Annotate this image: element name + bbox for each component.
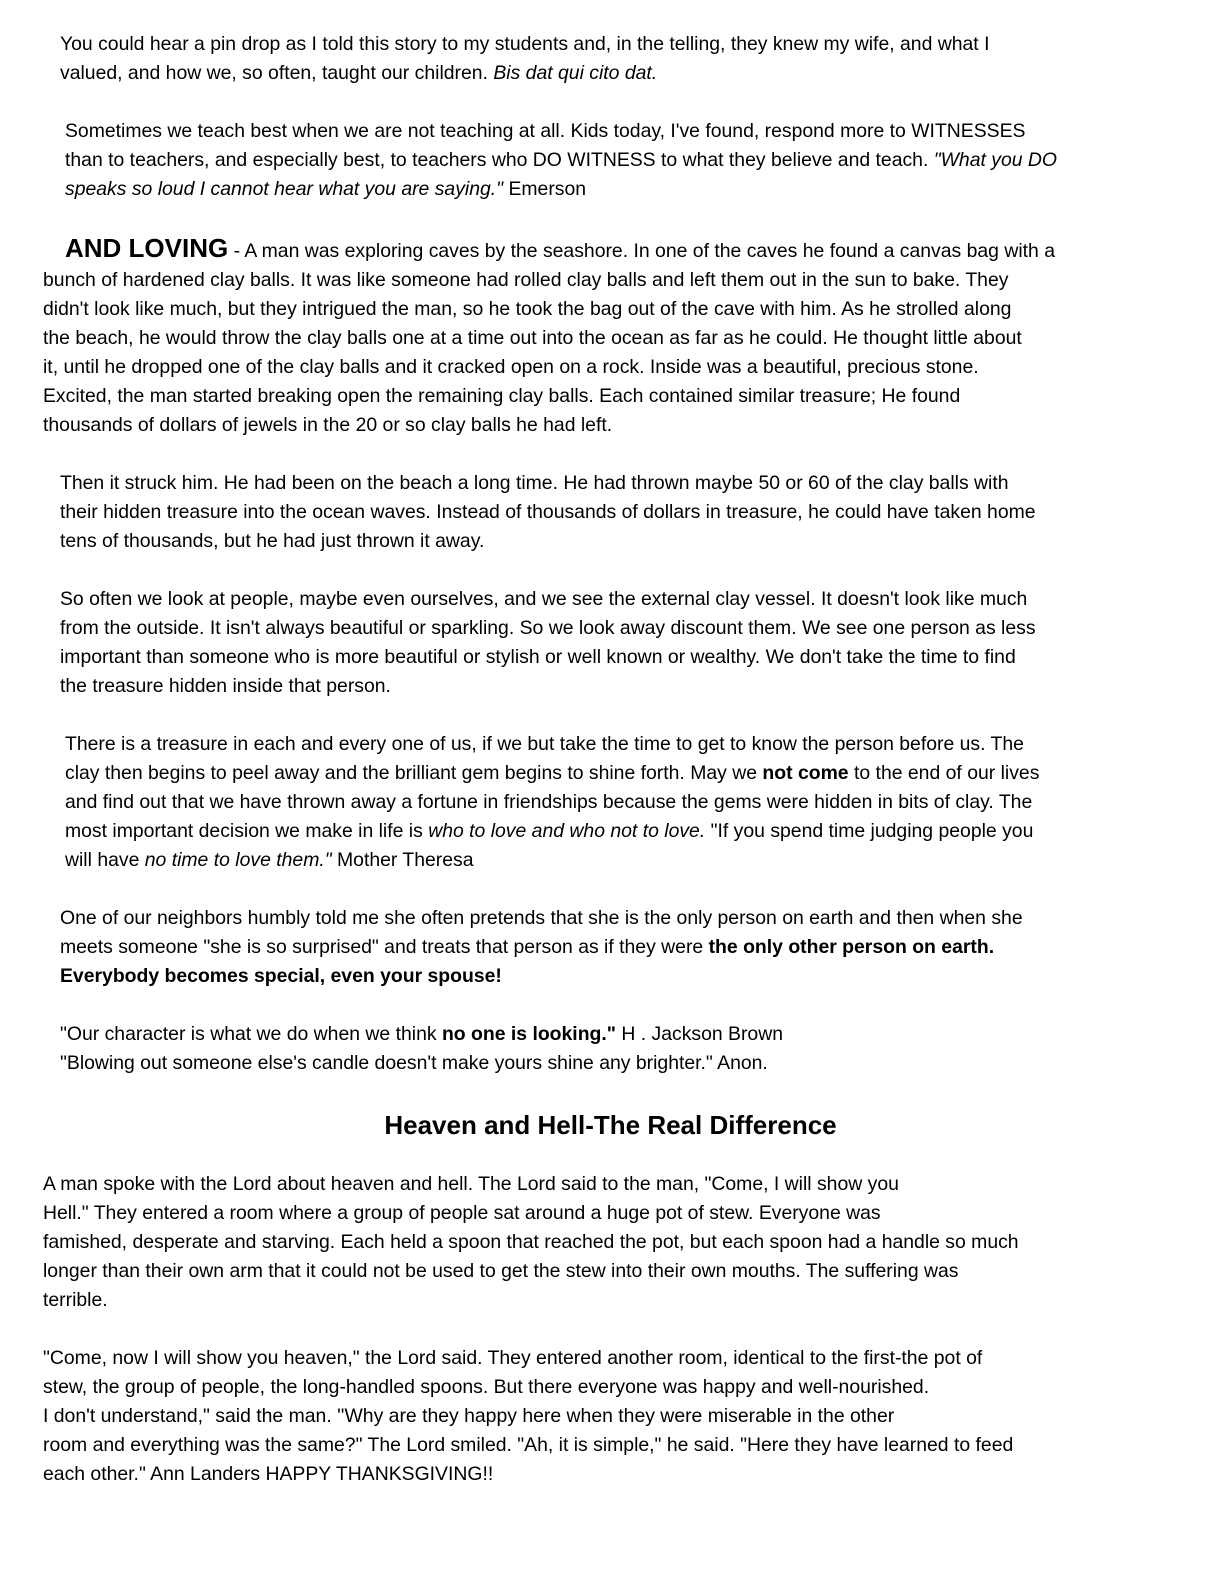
only-other-person-emphasis: the only other person on earth. Everybody becomes special, even your spouse! — [60, 936, 995, 987]
who-to-love-emphasis: who to love and who not to love. — [428, 820, 706, 842]
no-time-emphasis: no time to love them." — [144, 849, 332, 871]
loving-paragraph-1 — [43, 234, 1178, 440]
character-quote — [43, 1020, 1178, 1049]
loving-paragraph-5-text: One of our neighbors humbly told me she often pretends that she is the only person on earth and then when she meets someone "she is so surprised" and treats that person as if they were — [60, 907, 1023, 958]
jackson-brown-attribution: H . Jackson Brown — [615, 1023, 784, 1045]
heaven-paragraph-1: A man spoke with the Lord about heaven and hell. The Lord said to the man, "Come, I will show you Hell." They entered a room where a group of people sat around a huge pot of stew. Everyone was famished, desperate and starving. Each held a spoon that reached the pot, but each spoon had a handle so much longer than their own arm that it could not be used to get the stew into their own mouths. The suffering was terrible. — [43, 1173, 1019, 1311]
loving-paragraph-4-text-c: "If you spend time judging people you will have — [65, 820, 1034, 871]
no-one-looking-emphasis: no one is looking." — [441, 1023, 616, 1045]
heaven-paragraph-2: "Come, now I will show you heaven," the Lord said. They entered another room, identical to the first-the pot of stew, the group of people, the long-handled spoons. But there everyone was happy and well-nourished. I don't understand," said the man. ''Why are they happy here when they were miserable in the other room and everything was the same?" The Lord smiled. "Ah, it is simple," he said. "Here they have learned to feed each other." Ann Landers HAPPY THANKSGIVING!! — [43, 1347, 1014, 1485]
loving-paragraph-5 — [43, 904, 1178, 991]
mother-theresa-attribution: Mother Theresa — [331, 849, 474, 871]
intro-paragraph-1-text: You could hear a pin drop as I told this story to my students and, in the telling, they knew my wife, and what I valued, and how we, so often, taught our children. — [60, 33, 990, 84]
intro-paragraph-2-text: Sometimes we teach best when we are not teaching at all. Kids today, I've found, respond more to WITNESSES than to teachers, and especially best, to teachers who DO WITNESS to what they believe and teach. — [65, 120, 1026, 171]
emerson-attribution: Emerson — [503, 178, 587, 200]
and-loving-heading: AND LOVING — [65, 233, 229, 263]
intro-paragraph-1 — [43, 30, 1178, 88]
latin-quote: Bis dat qui cito dat. — [493, 62, 658, 84]
intro-paragraph-2 — [43, 117, 1178, 204]
not-come-emphasis: not come — [762, 762, 849, 784]
loving-paragraph-2: Then it struck him. He had been on the beach a long time. He had thrown maybe 50 or 60 of the clay balls with their hidden treasure into the ocean waves. Instead of thousands of dollars in treasure, he could have taken home tens of thousands, but he had just thrown it away. — [60, 472, 1036, 552]
heaven-hell-heading: Heaven and Hell-The Real Difference — [384, 1110, 837, 1140]
loving-paragraph-4 — [43, 730, 1178, 875]
emerson-quote: "What you DO speaks so loud I cannot hear what you are saying." — [65, 149, 1058, 200]
character-quote-text: "Our character is what we do when we think — [60, 1023, 442, 1045]
loving-paragraph-4-text-a: There is a treasure in each and every one of us, if we but take the time to get to know the person before us. The clay then begins to peel away and the brilliant gem begins to shine forth. May we — [65, 733, 1024, 784]
loving-paragraph-4-text-b: to the end of our lives and find out that we have thrown away a fortune in friendships because the gems were hidden in bits of clay. The most important decision we make in life is — [65, 762, 1040, 842]
loving-paragraph-3: So often we look at people, maybe even ourselves, and we see the external clay vessel. It doesn't look like much from the outside. It isn't always beautiful or sparkling. So we look away discount them. We see one person as less important than someone who is more beautiful or stylish or well known or wealthy. We don't take the time to find the treasure hidden inside that person. — [60, 588, 1036, 697]
loving-paragraph-1-text: - A man was exploring caves by the seashore. In one of the caves he found a canvas bag with a bunch of hardened clay balls. It was like someone had rolled clay balls and left them out in the sun to bake. They didn't look like much, but they intrigued the man, so he took the bag out of the cave with him. As he strolled along the beach, he would throw the clay balls one at a time out into the ocean as far as he could. He thought little about it, until he dropped one of the clay balls and it cracked open on a rock. Inside was a beautiful, precious stone. Excited, the man started breaking open the remaining clay balls. Each contained similar treasure; He found thousands of dollars of jewels in the 20 or so clay balls he had left. — [43, 240, 1055, 436]
document-page — [43, 30, 1178, 1489]
candle-quote: "Blowing out someone else's candle doesn't make yours shine any brighter." Anon. — [60, 1052, 768, 1074]
